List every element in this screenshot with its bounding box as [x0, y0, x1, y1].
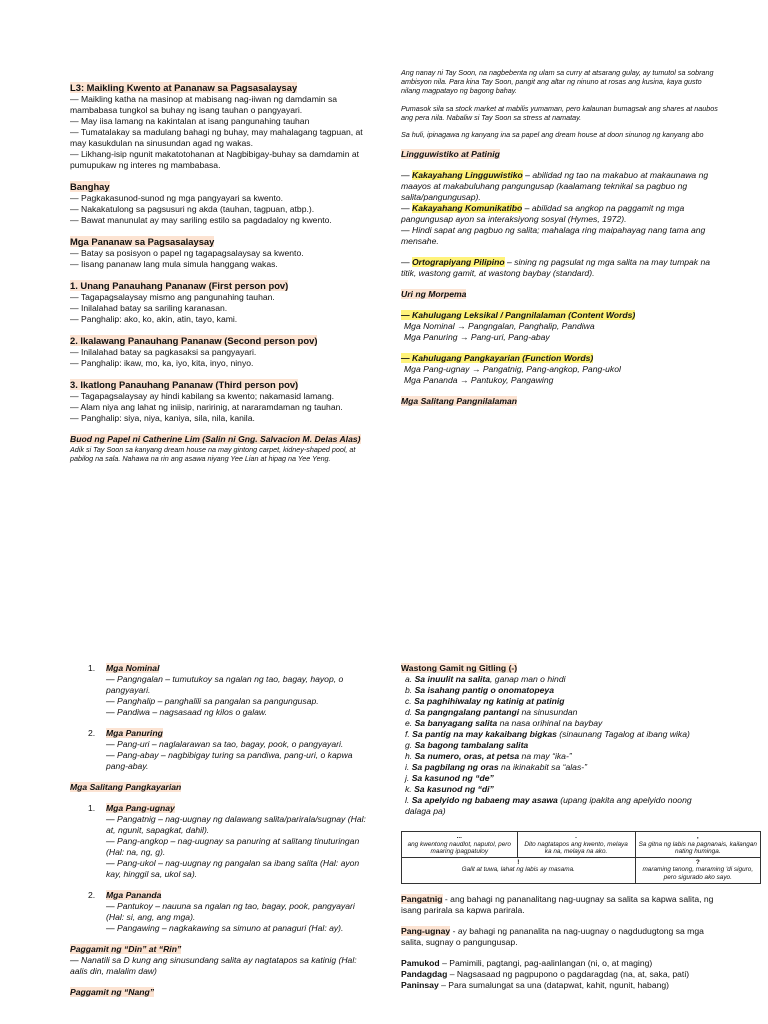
pangugnay-line: — Pang-ukol – nag-uugnay ng pangalan sa ibang salita (Hal: ayon kay, hinggil sa, ukol sa).: [106, 858, 360, 879]
pananaw-line: — Iisang pananaw lang mula simula hanggang wakas.: [70, 259, 278, 269]
panuring-line: — Pang-uri – naglalarawan sa tao, bagay, pook, o pangyayari.: [106, 739, 344, 749]
gitling-item: f. Sa pantig na may kakaibang bigkas (sinaunang Tagalog at ibang wika): [405, 729, 690, 739]
gitling-heading: Wastong Gamit ng Gitling (-): [401, 663, 518, 673]
bantas-cell: , Sa gitna ng labis na pagnanais, kailangan nating huminga.: [635, 832, 760, 858]
term-highlight: Kakayahang Lingguwistiko: [411, 170, 523, 181]
lesson-title: L3: Maikling Kwento at Pananaw sa Pagsasalaysay: [70, 82, 298, 93]
third-person-heading: 3. Ikatlong Panauhang Pananaw (Third person pov): [70, 379, 299, 390]
gitling-item: i. Sa pagbilang ng oras na ikinakabit sa “alas-”: [405, 762, 587, 772]
pananaw-heading: Mga Pananaw sa Pagsasalaysay: [70, 236, 215, 247]
nang-heading: Paggamit ng “Nang”: [70, 987, 155, 997]
first-person-line: — Panghalip: ako, ko, akin, atin, tayo, kami.: [70, 314, 238, 324]
pangatnig-type-item: Paninsay – Para sumalungat sa una (datapwat, kahit, ngunit, habang): [401, 979, 670, 990]
pangatnig-type-item: Pandagdag – Nagsasaad ng pagpupono o pagdaragdag (na, at, saka, pati): [401, 968, 690, 979]
third-person-line: — Alam niya ang lahat ng iniisip, naririnig, at nararamdaman ng tauhan.: [70, 402, 343, 412]
pangatnig-types: [401, 958, 719, 991]
pangugnay-heading: Mga Pang-ugnay: [106, 803, 175, 813]
banghay-heading: Banghay: [70, 181, 110, 192]
intro-line: — Likhang-isip ngunit makatotohanan at Nagbibigay-buhay sa damdamin at pumupukaw ng interes ng mambabasa.: [70, 149, 360, 170]
story-paragraph: Ang nanay ni Tay Soon, na nagbebenta ng ulam sa curry at atsarang gulay, ay tumutol sa sobrang ambisyon nila. Para kina Tay Soon, pangit ang altar ng ninuno at rosas ang kusina, kaya gusto nilang magpatayo ng bagong bahay.: [401, 68, 714, 96]
first-person-line: — Tagapagsalaysay mismo ang pangunahing tauhan.: [70, 292, 275, 302]
gitling-list: [401, 674, 719, 817]
third-person-line: — Panghalip: siya, niya, kaniya, sila, nila, kanila.: [70, 413, 255, 423]
first-person-heading: 1. Unang Panauhang Pananaw (First person pov): [70, 280, 289, 291]
panuring-line: — Pang-abay – nagbibigay turing sa pandiwa, pang-uri, o kapwa pang-abay.: [106, 750, 353, 771]
leksikal-heading: — Kahulugang Leksikal / Pangnilalaman (Content Words): [401, 310, 636, 321]
ortograpiya-def: — Ortograpiyang Pilipino – sining ng pagsulat ng mga salita na may tumpak na titik, wastong gamit, at wastong baybay (standard).: [401, 257, 711, 279]
pananda-line: — Pantukoy – nauuna sa ngalan ng tao, bagay, pook, pangyayari (Hal: si, ang, ang mga).: [106, 901, 355, 922]
left-top-column: [70, 82, 370, 463]
pangkayarian-section-heading: Mga Salitang Pangkayarian: [70, 782, 182, 792]
term-highlight: Ortograpiyang Pilipino: [411, 257, 505, 268]
nominal-heading: Mga Nominal: [106, 663, 160, 673]
intro-line: — Maikling katha na masinop at mabisang nag-iiwan ng damdamin sa mambabasa tungkol sa buhay ng isang tauhan o pangyayari.: [70, 94, 338, 115]
second-person-line: — Inilalahad batay sa pagkasaksi sa pangyayari.: [70, 347, 257, 357]
pangugnay-line: — Pang-angkop – nag-uugnay sa panuring at salitang tinuturingan (Hal: na, ng, g).: [106, 836, 360, 857]
first-person-line: — Inilalahad batay sa sariling karanasan.: [70, 303, 228, 313]
komunikatibo-note: — Hindi sapat ang pagbuo ng salita; mahalaga ring maipahayag nang tama ang mensahe.: [401, 225, 706, 247]
bantas-cell: ? maraming tanong, maraming 'di siguro, pero sigurado ako sayo.: [635, 857, 760, 883]
gitling-item: j. Sa kasunod ng “de”: [405, 773, 494, 783]
bantas-cell: . Dito nagtatapos ang kwento, melaya ka na, melaya na ako.: [517, 832, 635, 858]
pangatnig-type-item: Pamukod – Pamimili, pagtangi, pag-aalinlangan (ni, o, at maging): [401, 957, 653, 968]
third-person-line: — Tagapagsalaysay ay hindi kabilang sa kwento; nakamasid lamang.: [70, 391, 335, 401]
dinrin-heading: Paggamit ng “Din” at “Rin”: [70, 944, 182, 954]
nominal-line: — Pangngalan – tumutukoy sa ngalan ng tao, bagay, hayop, o pangyayari.: [106, 674, 344, 695]
pangkayarian-heading: — Kahulugang Pangkayarian (Function Words): [401, 353, 594, 364]
term-highlight: Pang-ugnay: [401, 925, 451, 936]
second-person-line: — Panghalip: ikaw, mo, ka, iyo, kita, inyo, ninyo.: [70, 358, 254, 368]
banghay-line: — Nakakatulong sa pagsusuri ng akda (tauhan, tagpuan, atbp.).: [70, 204, 315, 214]
term-highlight: Kakayahang Komunikatibo: [411, 203, 523, 214]
pangugnay-heading-row: 1. Mga Pang-ugnay: [88, 803, 175, 813]
bottom-left-column: [70, 663, 370, 998]
pangugnay-line: — Pangatnig – nag-uugnay ng dalawang salita/parirala/sugnay (Hal: at, ngunit, sapagkat, dahil).: [106, 814, 366, 835]
gitling-item: l. Sa apelyido ng babaeng may asawa (upang ipakita ang apelyido noong dalaga pa): [405, 795, 692, 816]
pananaw-line: — Batay sa posisyon o papel ng tagapagsalaysay sa kwento.: [70, 248, 304, 258]
salitang-pangnilalaman-heading: Mga Salitang Pangnilalaman: [401, 396, 518, 407]
nominal-line: — Pandiwa – nagsasaad ng kilos o galaw.: [106, 707, 267, 717]
gitling-item: g. Sa bagong tambalang salita: [405, 740, 529, 750]
pananda-heading: Mga Pananda: [106, 890, 162, 900]
pangkayarian-line: Mga Pang-ugnay → Pangatnig, Pang-angkop, Pang-ukol: [404, 364, 621, 375]
gitling-item: a. Sa inuulit na salita, ganap man o hindi: [405, 674, 566, 684]
leksikal-line: Mga Panuring → Pang-uri, Pang-abay: [404, 332, 550, 343]
lingguwistiko-heading: Lingguwistiko at Patinig: [401, 149, 500, 160]
kakayahang-komunikatibo-def: — Kakayahang Komunikatibo – abilidad sa angkop na paggamit ng mga pangungusap ayon sa interaksiyong sosyal (Hymes, 1972).: [401, 203, 685, 225]
gitling-item: c. Sa paghihiwalay ng katinig at patinig: [405, 696, 565, 706]
intro-line: — Tumatalakay sa madulang bahagi ng buhay, may mahalagang tagpuan, at may kasukdulan na sinusundan agad ng wakas.: [70, 127, 363, 148]
uri-morpema-heading: Uri ng Morpema: [401, 289, 467, 300]
right-top-column: [401, 68, 719, 407]
pananda-heading-row: 2. Mga Pananda: [88, 890, 162, 900]
pananda-line: — Pangawing – nagkakawing sa simuno at panaguri (Hal: ay).: [106, 923, 344, 933]
banghay-line: — Bawat manunulat ay may sariling estilo sa pagdadaloy ng kwento.: [70, 215, 332, 225]
bantas-cell: ... ang kwentong naudlot, naputol, pero maaring ipagpatuloy: [402, 832, 518, 858]
bantas-table: [401, 831, 761, 884]
pangkayarian-line: Mga Pananda → Pantukoy, Pangawing: [404, 375, 554, 386]
gitling-item: b. Sa isahang pantig o onomatopeya: [405, 685, 554, 695]
buod-text: Adik si Tay Soon sa kanyang dream house na may gintong carpet, kidney-shaped pool, at pabilog na sala. Nahawa na rin ang asawa niyang Yee Lian at hipag na Yee Yeng.: [70, 445, 356, 463]
dinrin-text: — Nanatili sa D kung ang sinusundang salita ay nagtatapos sa katinig (Hal: aalis din, malalim daw): [70, 955, 357, 976]
gitling-item: e. Sa banyagang salita na nasa orihinal na baybay: [405, 718, 603, 728]
nominal-heading-row: 1. Mga Nominal: [88, 663, 160, 673]
pangatnig-def: Pangatnig - ang bahagi ng pananalitang nag-uugnay sa salita sa kapwa salita, ng isang parirala sa kapwa parirala.: [401, 893, 714, 915]
gitling-item: k. Sa kasunod ng “di”: [405, 784, 494, 794]
term-highlight: Pangatnig: [401, 893, 443, 904]
buod-heading: Buod ng Papel ni Catherine Lim (Salin ni Gng. Salvacion M. Delas Alas): [70, 434, 361, 444]
leksikal-line: Mga Nominal → Pangngalan, Panghalip, Pandiwa: [404, 321, 595, 332]
story-paragraph: Sa huli, ipinagawa ng kanyang ina sa papel ang dream house at doon sinunog ng kanyang abo: [401, 130, 704, 140]
pangugnay-def: Pang-ugnay - ay bahagi ng pananalita na nag-uugnay o nagdudugtong sa mga salita, sugnay o pangungusap.: [401, 925, 704, 947]
panuring-heading-row: 2. Mga Panuring: [88, 728, 163, 738]
bottom-right-column: [401, 663, 757, 991]
nominal-line: — Panghalip – panghalili sa pangalan sa pangungusap.: [106, 696, 319, 706]
intro-line: — May iisa lamang na kakintalan at isang pangunahing tauhan: [70, 116, 310, 126]
second-person-heading: 2. Ikalawang Panauhang Pananaw (Second person pov): [70, 335, 318, 346]
kakayahang-lingguwistiko-def: — Kakayahang Lingguwistiko – abilidad ng tao na makabuo at makaunawa ng maayos at makabuluhang pangungusap (kaalamang teknikal sa pagbuo ng salita/pangungusap).: [401, 170, 709, 203]
story-paragraph: Pumasok sila sa stock market at mabilis yumaman, pero kalaunan bumagsak ang shares at naubos ang pera nila. Nabaliw si Tay Soon sa stress at namatay.: [401, 103, 718, 122]
gitling-item: d. Sa pangngalang pantangi na sinusundan: [405, 707, 578, 717]
banghay-line: — Pagkakasunod-sunod ng mga pangyayari sa kwento.: [70, 193, 284, 203]
bantas-cell: ! Galit at tuwa, lahat ng labis ay masama.: [402, 857, 636, 883]
panuring-heading: Mga Panuring: [106, 728, 163, 738]
gitling-item: h. Sa numero, oras, at petsa na may “ika-”: [405, 751, 572, 761]
